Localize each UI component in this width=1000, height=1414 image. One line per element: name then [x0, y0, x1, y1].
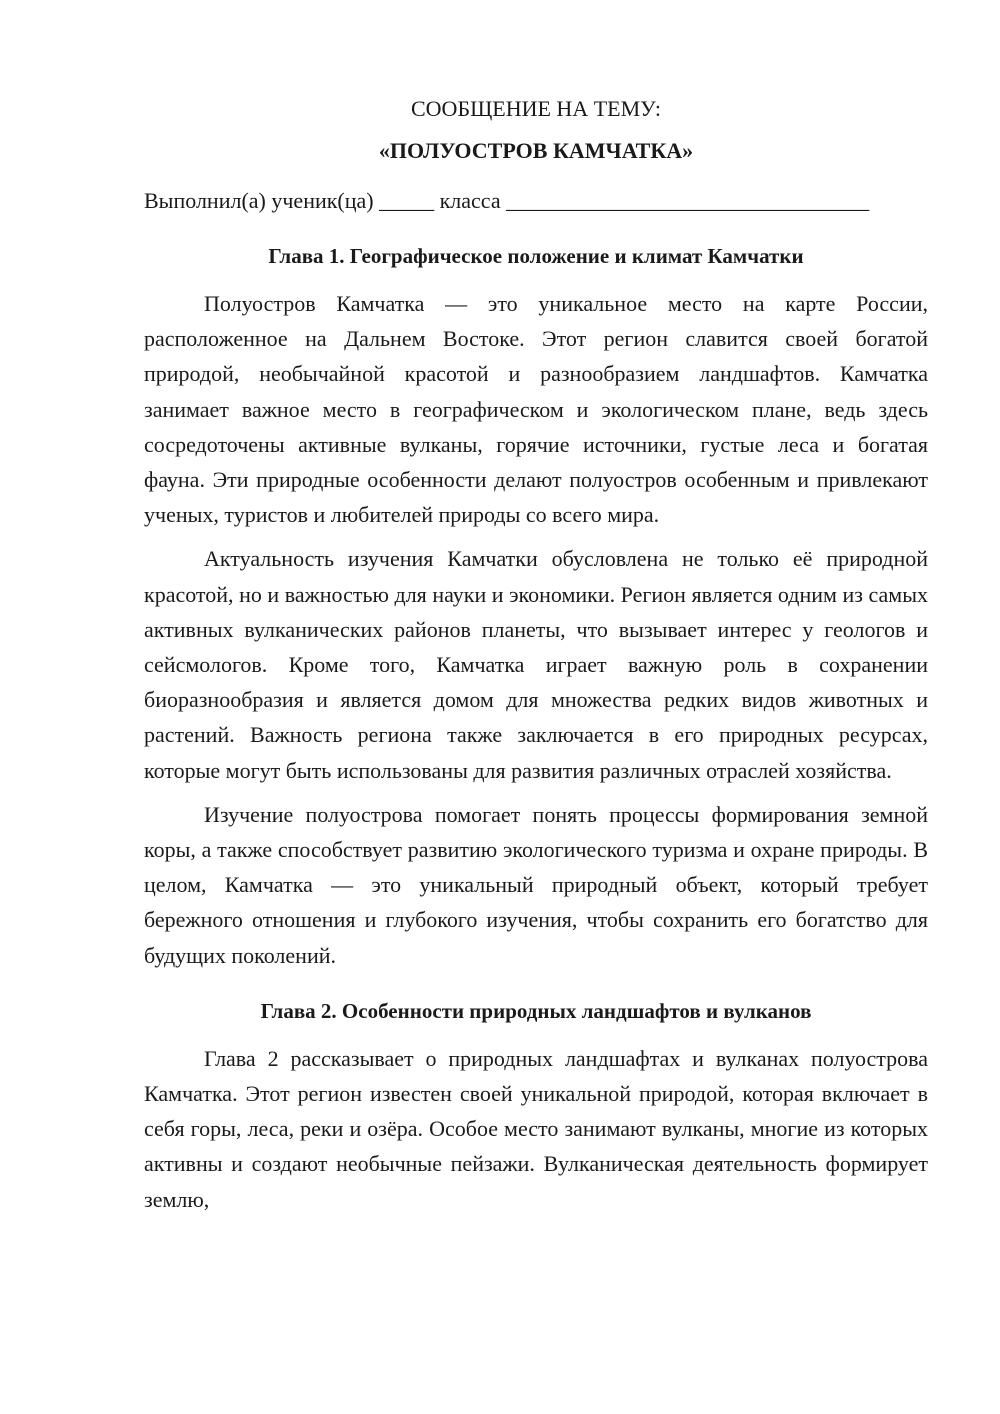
chapter-2-title: Глава 2. Особенности природных ландшафтов и вулканов [260, 998, 812, 1023]
chapter-1-paragraph-3: Изучение полуострова помогает понять процессы формирования земной коры, а также способствует развитию экологического туризма и охране природы. В целом, Камчатка — это уникальный природный объект, который требует бережного отношения и глубокого изучения, чтобы сохранить его богатство для будущих поколений. [144, 801, 928, 968]
chapter-1 [144, 240, 928, 973]
report-title: «ПОЛУОСТРОВ КАМЧАТКА» [378, 138, 694, 163]
chapter-1-paragraph-1: Полуостров Камчатка — это уникальное место на карте России, расположенное на Дальнем Востоке. Этот регион славится своей богатой природой, необычайной красотой и разнообразием ландшафтов. Камчатка занимает важное место в географическом и экологическом плане, ведь здесь сосредоточены активные вулканы, горячие источники, густые леса и богатая фауна. Эти природные особенности делают полуостров особенным и привлекают ученых, туристов и любителей природы со всего мира. [144, 291, 928, 528]
author-line: Выполнил(а) ученик(ца) _____ класса _________________________________ [144, 188, 870, 213]
chapter-1-paragraph-2: Актуальность изучения Камчатки обусловлена не только её природной красотой, но и важностью для науки и экономики. Регион является одним из самых активных вулканических районов планеты, что вызывает интерес у геологов и сейсмологов. Кроме того, Камчатка играет важную роль в сохранении биоразнообразия и является домом для множества редких видов животных и растений. Важность региона также заключается в его природных ресурсах, которые могут быть использованы для развития различных отраслей хозяйства. [144, 546, 928, 783]
chapter-1-title: Глава 1. Географическое положение и климат Камчатки [268, 244, 804, 268]
report-heading-line-1: СООБЩЕНИЕ НА ТЕМУ: [411, 96, 661, 121]
chapter-2 [144, 995, 928, 1217]
chapter-2-paragraph-1: Глава 2 рассказывает о природных ландшафтах и вулканах полуострова Камчатка. Этот регион известен своей уникальной природой, которая включает в себя горы, леса, реки и озёра. Особое место занимают вулканы, многие из которых активны и создают необычные пейзажи. Вулканическая деятельность формирует землю, [144, 1045, 928, 1212]
